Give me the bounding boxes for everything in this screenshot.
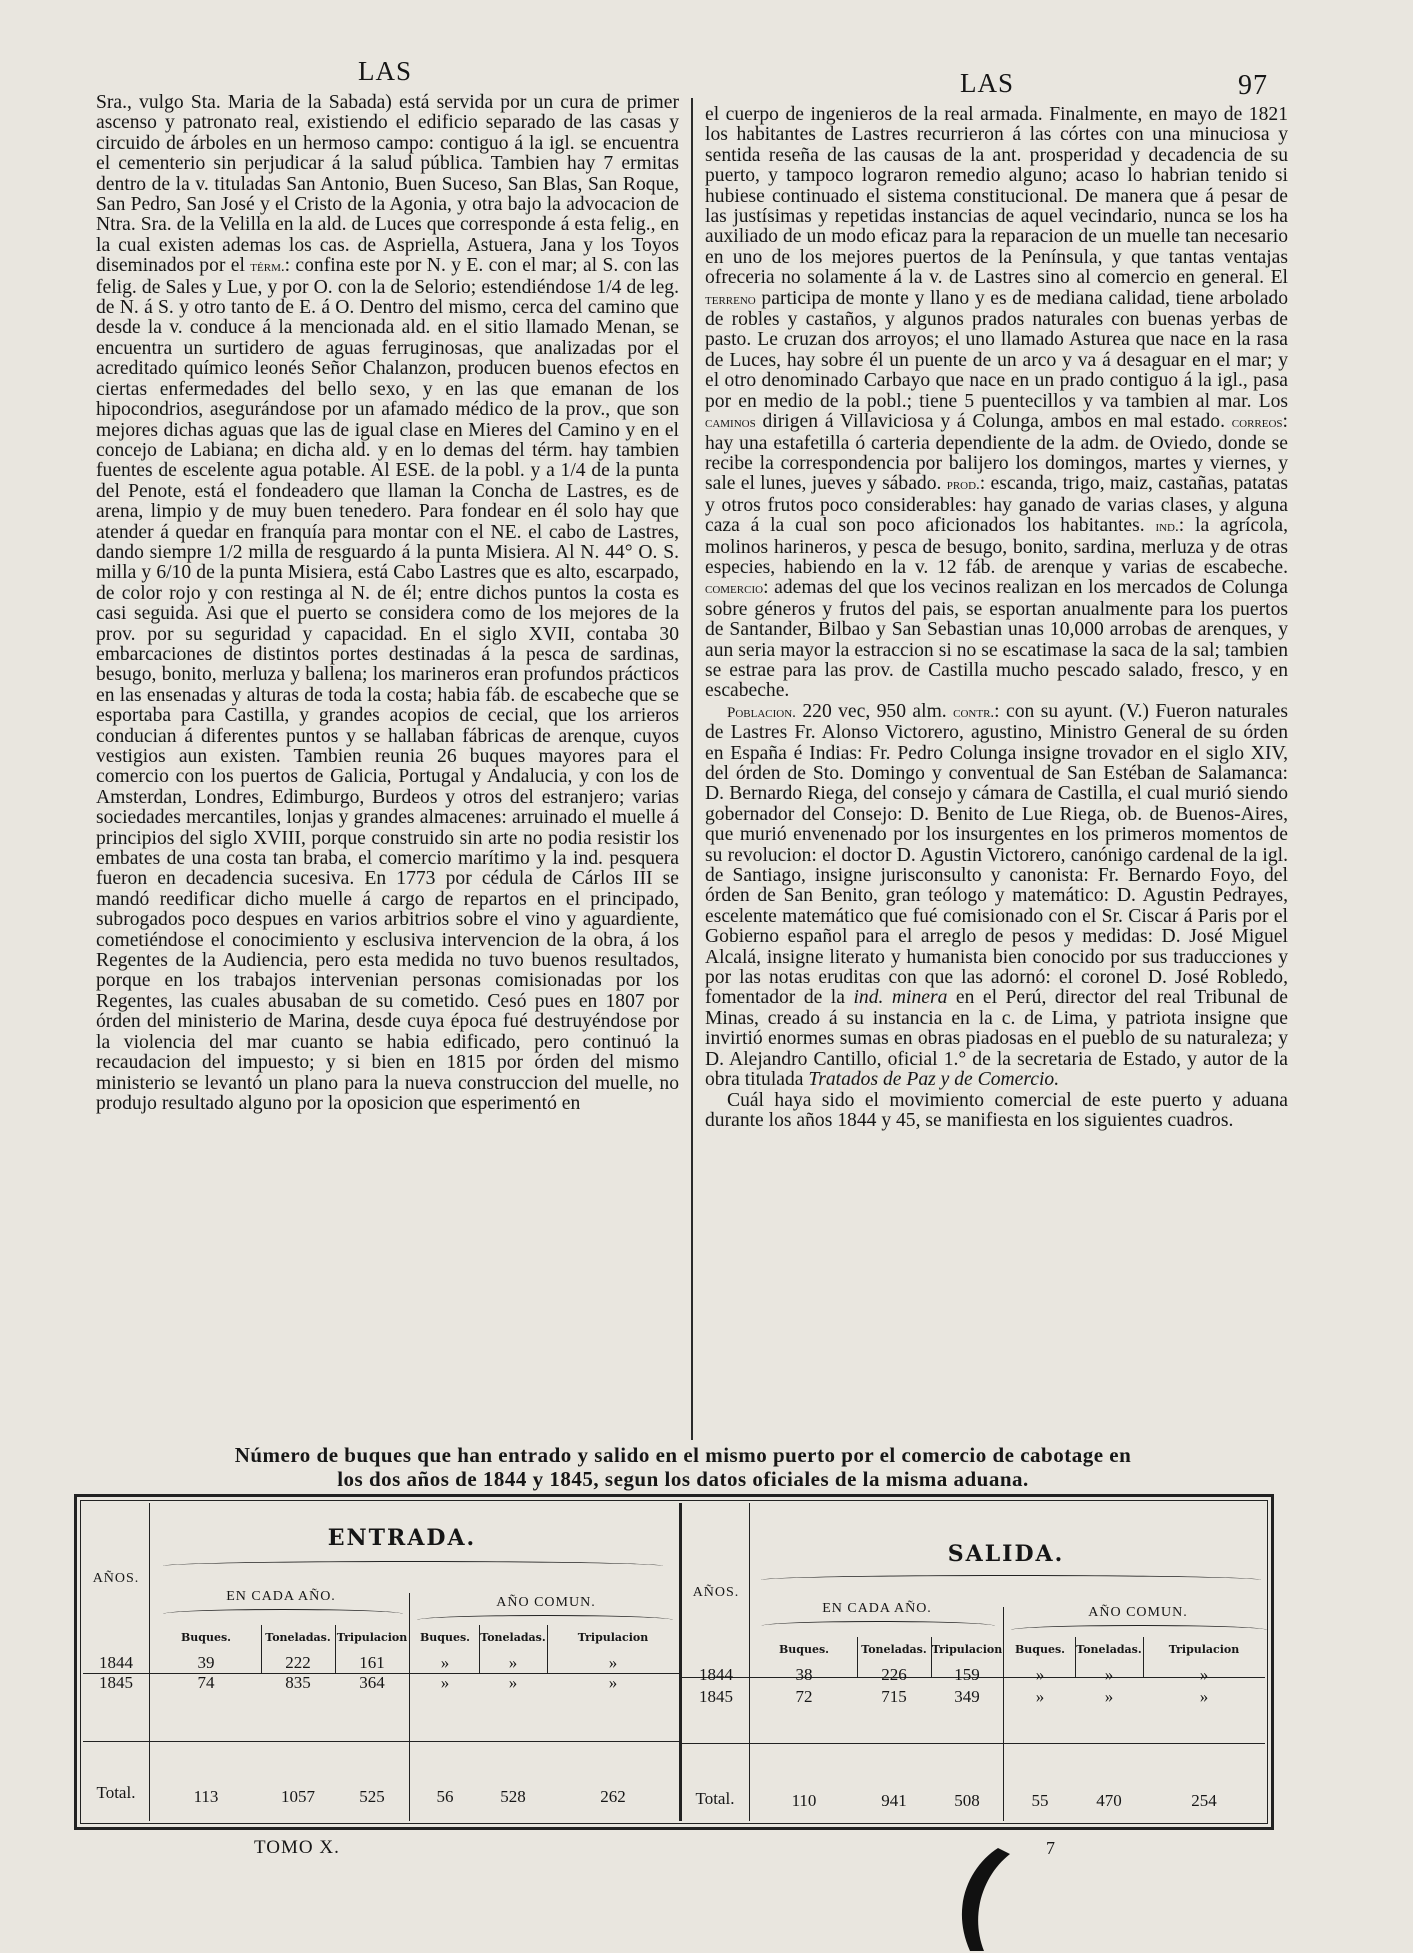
entrada-total-rule [83,1741,681,1742]
entrada-col-header: Buques. [180,1631,231,1644]
salida-cell: 38 [795,1665,813,1684]
entrada-main-brace [163,1561,663,1571]
entrada-cell: » [508,1673,518,1692]
right-paragraph-2: Poblacion. 220 vec, 950 alm. contr.: con su ayunt. (V.) Fueron naturales de Lastres Fr. Alonso Victorero, agustino, Ministro General de su órden en España é Indias: Fr. Pedro Colunga insigne trovador en el siglo XIV, del órden de Sto. Domingo y conventual de San Estéban de Salamanca: D. Bernardo Riega, del consejo y cámara de Castilla, el cual murió siendo gobernador del Consejo: D. Benito de Lue Riega, ob. de Buenos-Aires, que murió envenenado por los insurgentes en los primeros momentos de su revolucion: el doctor D. Agustin Victorero, canónigo cardenal de la igl. de Santiago, insigne jurisconsulto y canonista: Fr. Bernardo Foyo, del órden de San Benito, gran teólogo y matemático: D. Agustin Pedrayes, escelente matemático que fué comisionado con el Sr. Ciscar á Paris por el Gobierno español para el arreglo de pesos y medidas: D. José Miguel Alcalá, insigne literato y humanista bien conocido por sus traducciones y por las notas eruditas con que las adornó: el coronel D. José Robledo, fomentador de la ind. minera en el Perú, director del real Tribunal de Minas, creado á su instancia en la c. de Lima, y patriota insigne que invirtió enormes sumas en obras piadosas en el pueblo de su naturaleza; y D. Alejandro Cantillo, oficial 1.° de la secretaria de Estado, y autor de la obra titulada Tratados de Paz y de Comercio. [705,700,1288,1091]
entrada-col-header: Tripulacion [336,1631,408,1644]
entrada-total-cell: 528 [500,1787,526,1806]
salida-cell: 349 [954,1687,980,1706]
table-title-line-1: Número de buques que han entrado y salido en el mismo puerto por el comercio de cabotage en [234,1443,1132,1467]
entrada-year-1845: 1845 [99,1673,133,1692]
entrada-section [77,1497,681,1827]
salida-total-cell: 254 [1191,1791,1217,1810]
salida-total-cell: 110 [791,1791,817,1810]
table-title [78,1443,1288,1491]
salida-cell: » [1104,1665,1114,1684]
entrada-cell: 39 [197,1653,215,1672]
salida-cell: » [1199,1687,1209,1706]
obra-title: Tratados de Paz y de Comercio. [808,1069,1060,1091]
salida-anos-label: AÑOS. [692,1585,740,1600]
salida-comun-brace [1011,1625,1267,1635]
salida-group-divider [1003,1607,1004,1821]
table-title-line-2: los dos años de 1844 y 1845, segun los datos oficiales de la misma aduana. [337,1467,1029,1491]
footer-volume: TOMO X. [254,1837,340,1858]
entrada-cell: » [440,1673,450,1692]
ind-minera: ind. minera [853,987,948,1009]
entrada-cell: » [440,1653,450,1672]
entrada-total-label: Total. [96,1783,136,1802]
entrada-total-cell: 56 [436,1787,454,1806]
entrada-year-1844: 1844 [99,1653,133,1672]
salida-main-brace [761,1575,1261,1585]
entrada-cell: 74 [197,1673,215,1692]
salida-cell: » [1104,1687,1114,1706]
page-number: 97 [1238,70,1268,101]
right-text-column [705,105,1288,1131]
ind-label: ind. [1155,519,1179,536]
entrada-total-cell: 113 [193,1787,219,1806]
salida-cell: » [1035,1687,1045,1706]
salida-group-cada: EN CADA AÑO. [822,1601,932,1616]
entrada-year-divider [149,1503,150,1821]
salida-cell: » [1035,1665,1045,1684]
correos-label: correos [1231,415,1283,432]
entrada-col-header: Tripulacion [577,1631,649,1644]
column-divider [691,98,693,1440]
salida-group-comun: AÑO COMUN. [1088,1605,1188,1620]
entrada-cell: 222 [285,1653,311,1672]
terreno-label: terreno [705,291,756,308]
left-text-column [96,93,679,1114]
shipping-table [74,1494,1274,1830]
footer-signature: 7 [1046,1838,1055,1858]
entrada-col-header: Toneladas. [265,1631,331,1644]
salida-cada-brace [761,1621,995,1631]
salida-col-header: Buques. [1014,1643,1065,1656]
left-paragraph: Sra., vulgo Sta. Maria de la Sabada) está servida por un cura de primer ascenso y patronato real, existiendo el edificio separado de las casas y circuido de árboles en un hermoso campo: contiguo á la igl. se encuentra el cementerio sin perjudicar á la salud pública. Tambien hay 7 ermitas dentro de la v. tituladas San Antonio, Buen Suceso, San Blas, San Roque, San Pedro, San José y el Cristo de la Agonia, y otra bajo la advocacion de Ntra. Sra. de la Velilla en la ald. de Luces que corresponde á esta felig., en la cual existen ademas los cas. de Aspriella, Astuera, Jana y los Toyos diseminados por el térm.: confina este por N. y E. con el mar; al S. con las felig. de Sales y Lue, y por O. con la de Selorio; estendiéndose 1/4 de leg. de N. á S. y otro tanto de E. á O. Dentro del mismo, cerca del camino que desde la v. conduce á la mencionada ald. en el sitio llamado Menan, se encuentra un surtidero de aguas ferruginosas, que analizadas por el acreditado químico leonés Señor Chalanzon, producen buenos efectos en ciertas enfermedades del bello sexo, y en las que emanan de los hipocondrios, asegurándose por un afamado médico de la prov., que son mejores dichas aguas que las de igual clase en Mieres del Camino y en el concejo de Labiana; en dicha ald. y en lo demas del térm. hay tambien fuentes de escelente agua potable. Al ESE. de la pobl. y a 1/4 de la punta del Penote, está el fondeadero que llaman la Concha de Lastres, es de arena, limpio y de muy buen tenedero. Para fondear en él solo hay que atender á quedar en franquía para montar con el NE. el cabo de Lastres, dando siempre 1/2 milla de resguardo á la punta Misiera. Al N. 44° O. S. milla y 6/10 de la punta Misiera, está Cabo Lastres que es alto, escarpado, de color rojo y con restinga al N. de él; entre dichos puntos la costa es casi seguida. Asi que el puerto se considera como de los mejores de la prov. por su seguridad y capacidad. En el siglo XVII, contaba 30 embarcaciones de distintos portes destinadas á la pesca de sardinas, besugo, bonito, merluza y ballena; los marineros eran profundos prácticos en las ensenadas y alturas de toda la costa; habia fáb. de escabeche que se esportaba para Castilla, y grandes acopios de cecial, que los arrieros conducian á diferentes puntos y se hallaban fábricas de arenque, cuyos vestigios aun existen. Tambien reunia 26 buques mayores para el comercio con los puertos de Galicia, Portugal y Andalucia, y con los de Amsterdan, Londres, Edimburgo, Burdeos y otros del estranjero; varias sociedades mercantiles, lonjas y grandes almacenes: arruinado el muelle á principios del siglo XVIII, porque construido sin arte no podia resistir los embates de una costa tan braba, el comercio marítimo y la ind. pesquera fueron en decadencia sucesiva. En 1773 por cédula de Cárlos III se mandó reedificar dicho muelle á cargo de repartos en el principado, subrogados poco despues en varios arbitrios sobre el vino y aguardiente, cometiéndose el conocimiento y esclusiva intervencion de la obra, á los Regentes de la Audiencia, pero esta medida no tuvo buenos resultados, porque en los trabajos intervenian personas comisionadas por los Regentes, las cuales abusaban de su cometido. Cesó pues en 1807 por órden del ministerio de Marina, desde cuya época fué destruyéndose por la violencia del mar cuanto se habia edificado, pero continuó la recaudacion del impuesto; y si bien en 1815 por órden del mismo ministerio se levantó un plano para la nueva construccion del muelle, no produjo resultado alguno por la oposicion que esperimentó en [96,92,680,1114]
entrada-cell: 161 [359,1653,385,1672]
salida-cell: 72 [795,1687,813,1706]
entrada-total-cell: 525 [359,1787,385,1806]
salida-section [681,1497,1271,1827]
comercio-label: comercio [705,581,764,598]
salida-total-cell: 941 [881,1791,907,1810]
salida-col-header: Tripulacion [931,1643,1003,1656]
salida-cell: 715 [881,1687,907,1706]
salida-total-cell: 55 [1031,1791,1049,1810]
salida-year-1845: 1845 [699,1687,733,1706]
page-header-right: LAS [960,68,1015,98]
salida-total-cell: 508 [954,1791,980,1810]
prod-label: prod. [946,477,980,494]
salida-total-label: Total. [695,1789,735,1808]
salida-col-header: Toneladas. [861,1643,927,1656]
salida-total-rule [681,1743,1265,1744]
entrada-cada-brace [163,1609,403,1619]
caminos-label: caminos [705,415,756,432]
entrada-cell: » [608,1673,618,1692]
ink-stroke-mark [940,1846,1050,1953]
entrada-group-divider [409,1593,410,1821]
salida-cell: 159 [954,1665,980,1684]
entrada-col-header: Buques. [419,1631,470,1644]
page-header-left: LAS [358,56,413,86]
salida-year-1844: 1844 [699,1665,733,1684]
entrada-comun-brace [417,1615,673,1625]
entrada-total-cell: 1057 [281,1787,315,1806]
term-label: térm. [250,259,285,276]
poblacion-label: Poblacion. [727,704,796,721]
salida-heading: SALIDA. [947,1541,1065,1567]
entrada-total-cell: 262 [600,1787,626,1806]
salida-total-cell: 470 [1096,1791,1122,1810]
entrada-cell: 364 [359,1673,385,1692]
entrada-col-header: Toneladas. [480,1631,546,1644]
right-paragraph-1: el cuerpo de ingenieros de la real armada. Finalmente, en mayo de 1821 los habitantes de Lastres recurrieron á las córtes con una minuciosa y sentida reseña de las causas de la ant. prosperidad y decadencia de su puerto, y tampoco lograron remedio alguno; acaso lo habrian tenido si hubiese continuado el sistema constitucional. De manera que á pesar de las justísimas y repetidas instancias de aquel vecindario, nunca se los ha auxiliado de un modo eficaz para la reparacion de un muelle tan necesario en uno de los mejores puertos de la Península, y que tantas ventajas ofreceria no solamente á la v. de Lastres sino al comercio en general. El terreno participa de monte y llano y es de mediana calidad, tiene arbolado de robles y castaños, y algunos prados naturales con buenas yerbas de pasto. Le cruzan dos arroyos; el uno llamado Asturea que nace en la rasa de Luces, hay sobre él un puente de un arco y va á desaguar en el mar; y el otro denominado Carbayo que nace en un prado contiguo á la igl., pasa por en medio de la pobl.; tiene 5 puentecillos y va tambien al mar. Los caminos dirigen á Villaviciosa y á Colunga, ambos en mal estado. correos: hay una estafetilla ó carteria dependiente de la adm. de Oviedo, donde se recibe la correspondencia por balijero los domingos, martes y viernes, y sale el lunes, jueves y sábado. prod.: escanda, trigo, maiz, castañas, patatas y otros frutos poco considerables: hay ganado de varias clases, y alguna caza á la cual son poco aficionados los habitantes. ind.: la agrícola, molinos harineros, y pesca de besugo, bonito, sardina, merluza y de otras especies, habiendo en la v. 12 fáb. de arenque y varias de escabeche. comercio: ademas del que los vecinos realizan en los mercados de Colunga sobre géneros y frutos del pais, se esportan anualmente para los puertos de Santander, Bilbao y San Sebastian unas 10,000 arrobas de arenques, y aun seria mayor la estraccion si no se escatimase la saca de la sal; tambien se estrae para las prov. de Castilla mucho pescado salado, fresco, y en escabeche. [705,104,1288,702]
salida-year-divider [749,1503,750,1821]
salida-col-header: Buques. [778,1643,829,1656]
salida-col-header: Tripulacion [1168,1643,1240,1656]
entrada-group-comun: AÑO COMUN. [496,1595,596,1610]
salida-cell: » [1199,1665,1209,1684]
contr-label: contr. [953,704,995,721]
right-paragraph-3: Cuál haya sido el movimiento comercial de este puerto y aduana durante los años 1844 y 45, se manifiesta en los siguientes cuadros. [705,1089,1288,1131]
entrada-anos-label: AÑOS. [92,1571,140,1586]
salida-col-header: Toneladas. [1076,1643,1142,1656]
entrada-cell: 835 [285,1673,311,1692]
entrada-cell: » [608,1653,618,1672]
salida-cell: 226 [881,1665,907,1684]
entrada-group-cada: EN CADA AÑO. [226,1589,336,1604]
entrada-cell: » [508,1653,518,1672]
entrada-heading: ENTRADA. [327,1525,477,1551]
